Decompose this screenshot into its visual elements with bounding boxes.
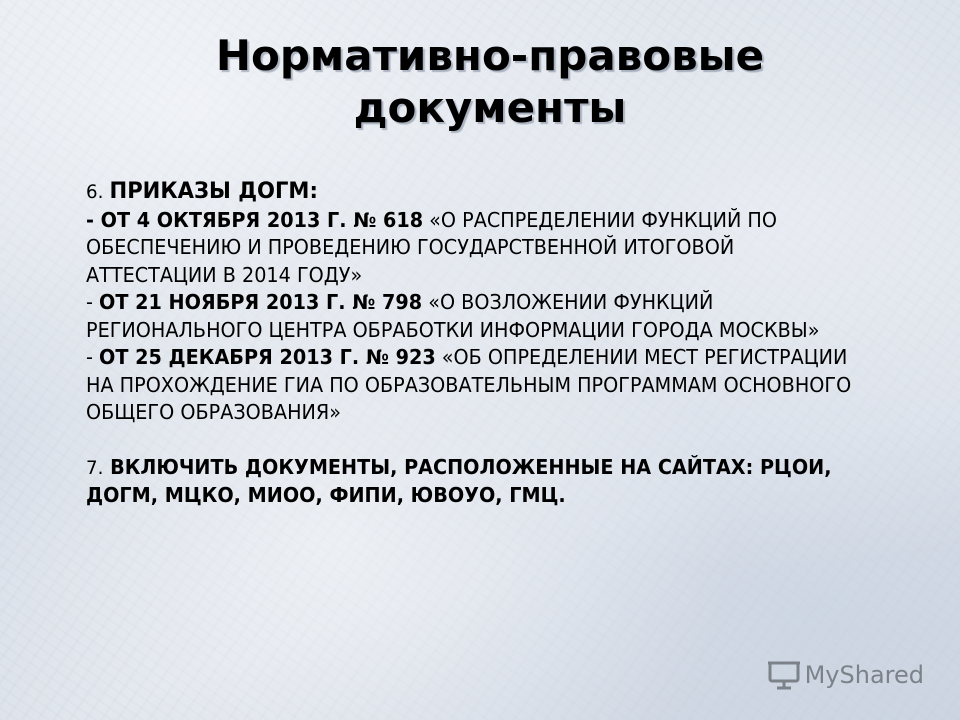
presentation-board-icon [767, 660, 801, 690]
order-item [86, 207, 854, 290]
title-line-2: документы [353, 83, 627, 132]
watermark-text: MyShared [804, 661, 924, 689]
section-7-number: 7. [86, 456, 104, 479]
order-item-prefix: - [86, 345, 100, 369]
order-item-text: «ОБ ОПРЕДЕЛЕНИИ МЕСТ РЕГИСТРАЦИИ НА ПРОХОЖДЕНИЕ ГИА ПО ОБРАЗОВАТЕЛЬНЫМ ПРОГРАММАМ ОСНОВНОГО ОБЩЕГО ОБРАЗОВАНИЯ» [86, 345, 852, 424]
order-item-prefix: - [86, 290, 100, 314]
section-7-text: ВКЛЮЧИТЬ ДОКУМЕНТЫ, РАСПОЛОЖЕННЫЕ НА САЙТАХ: РЦОИ, ДОГМ, МЦКО, МИОО, ФИПИ, ЮВОУО, ГМЦ. [86, 454, 832, 507]
slide-title [120, 30, 860, 134]
order-item [86, 344, 854, 427]
section-6-heading [86, 178, 854, 207]
section-6-number: 6. [86, 181, 104, 203]
paragraph-spacer [86, 427, 854, 454]
slide-body [86, 178, 854, 510]
order-item-text: «О РАСПРЕДЕЛЕНИИ ФУНКЦИЙ ПО ОБЕСПЕЧЕНИЮ И ПРОВЕДЕНИЮ ГОСУДАРСТВЕННОЙ ИТОГОВОЙ АТТЕСТАЦИИ В 2014 ГОДУ» [86, 207, 777, 287]
order-item-ref: ОТ 21 НОЯБРЯ 2013 Г. № 798 [99, 290, 423, 314]
title-line-1: Нормативно-правовые [215, 31, 765, 80]
order-item-ref: ОТ 4 ОКТЯБРЯ 2013 Г. № 618 [100, 207, 424, 232]
order-item-text: «О ВОЗЛОЖЕНИИ ФУНКЦИЙ РЕГИОНАЛЬНОГО ЦЕНТРА ОБРАБОТКИ ИНФОРМАЦИИ ГОРОДА МОСКВЫ» [86, 290, 820, 342]
section-7 [86, 454, 854, 510]
order-item [86, 289, 854, 344]
order-item-ref: ОТ 25 ДЕКАБРЯ 2013 Г. № 923 [99, 345, 436, 369]
section-6-title: ПРИКАЗЫ ДОГМ: [109, 179, 318, 204]
order-item-prefix: - [86, 207, 101, 232]
watermark [767, 660, 924, 690]
